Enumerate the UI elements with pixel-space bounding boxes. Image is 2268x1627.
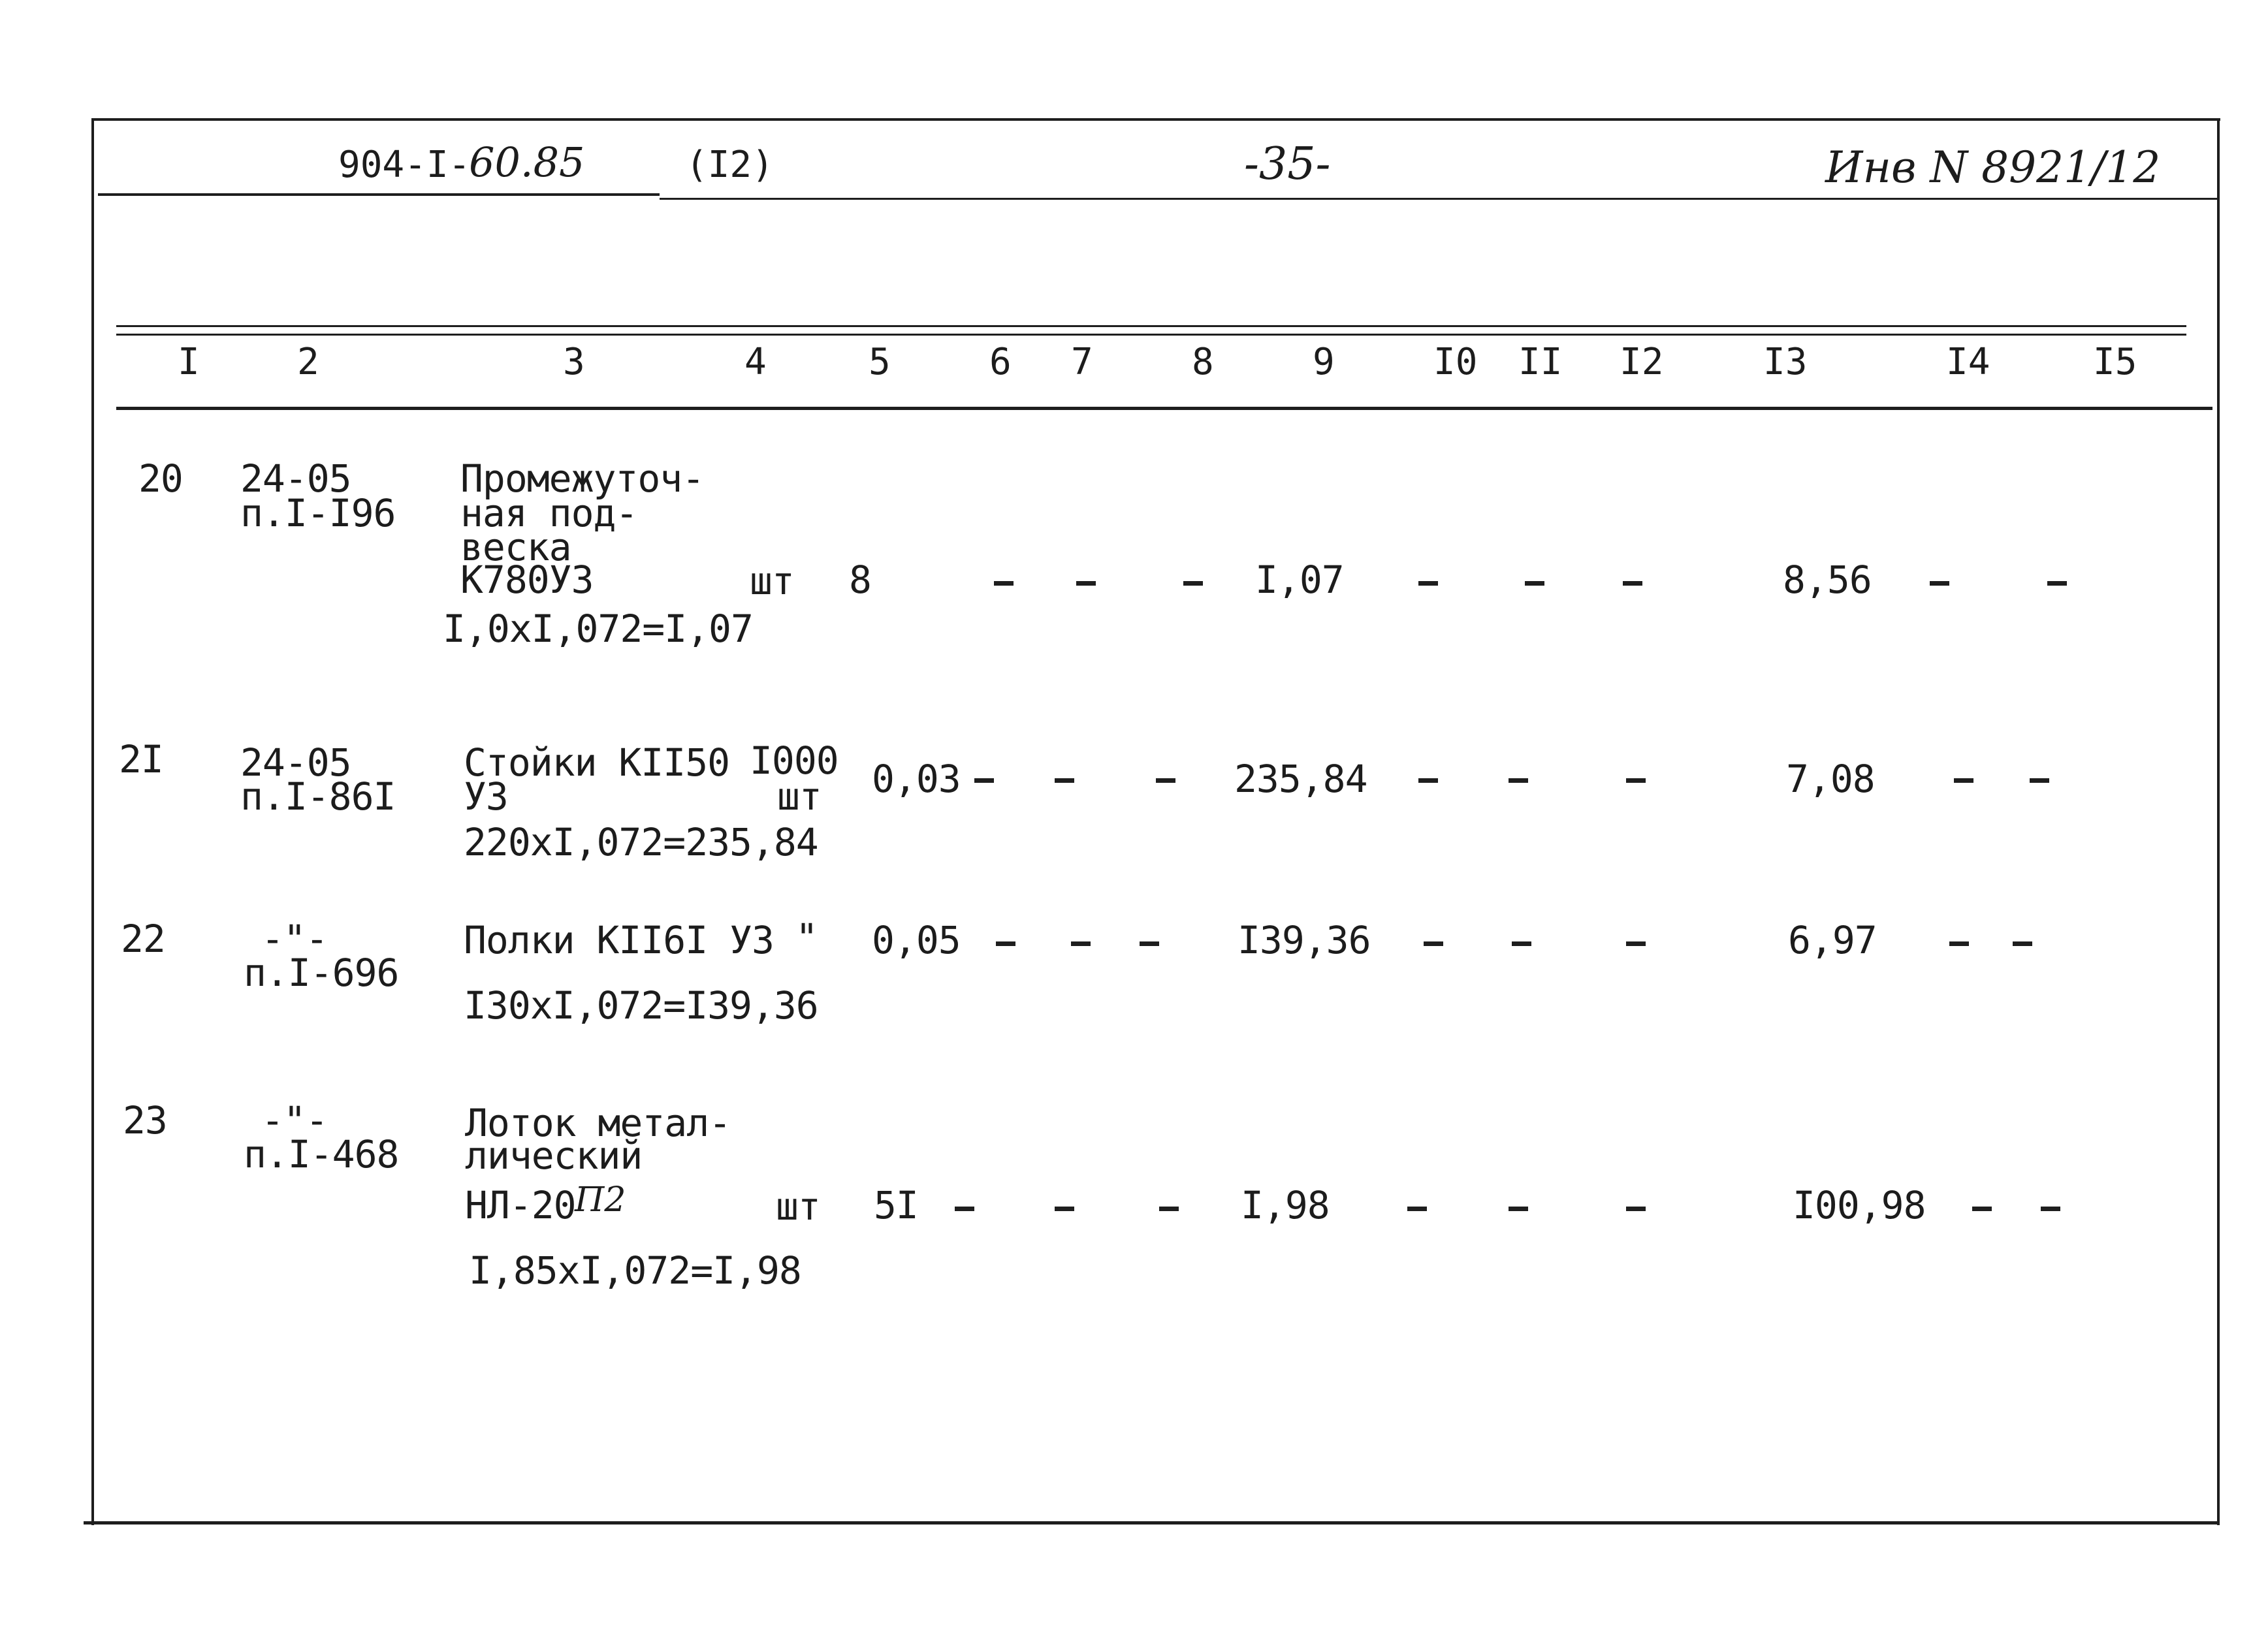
row-number: 23: [123, 1098, 167, 1143]
col-10: I0: [1433, 341, 1478, 383]
dash-col15: [2013, 941, 2032, 946]
row-unit: шт: [777, 774, 822, 819]
row-qty: 0,05: [872, 918, 961, 962]
col-2: 2: [297, 341, 319, 383]
row-code: п.I-696: [244, 951, 399, 995]
row-unit: I000: [750, 738, 839, 783]
row-col9: I,98: [1241, 1183, 1330, 1227]
dash-col15: [2041, 1207, 2060, 1211]
col-12: I2: [1620, 341, 1664, 383]
dash-col8: [1156, 778, 1175, 783]
row-code: -"-: [261, 917, 328, 961]
dash-col14: [1972, 1207, 1992, 1211]
row-number: 20: [138, 456, 183, 501]
dash-col10: [1418, 581, 1438, 586]
doc-code-handwritten: 60.85: [469, 138, 585, 186]
frame-bottom-line: [84, 1521, 2219, 1524]
row-col13: 7,08: [1786, 757, 1875, 801]
col-14: I4: [1946, 341, 1990, 383]
row-unit: шт: [776, 1184, 820, 1229]
row-unit: ": [795, 915, 818, 960]
frame-left-line: [91, 118, 94, 1525]
dash-col6: [955, 1207, 974, 1211]
row-name: К780У3: [460, 558, 594, 602]
page-number: -35-: [1244, 138, 1331, 190]
dash-col12: [1626, 1207, 1646, 1211]
dash-col14: [1954, 778, 1973, 783]
row-code: п.I-86I: [240, 774, 396, 819]
dash-col12: [1626, 941, 1646, 946]
row-name: У3: [464, 774, 508, 819]
dash-col14: [1930, 581, 1949, 586]
row-formula: I,85xI,072=I,98: [469, 1248, 801, 1293]
row-formula: 220xI,072=235,84: [464, 820, 818, 864]
dash-col10: [1424, 941, 1443, 946]
dash-col14: [1949, 941, 1969, 946]
row-code: п.I-I96: [240, 491, 396, 535]
dash-col8: [1140, 941, 1159, 946]
col-8: 8: [1192, 341, 1214, 383]
col-13: I3: [1763, 341, 1808, 383]
column-header-bottom-line: [116, 407, 2212, 410]
dash-col7: [1076, 581, 1096, 586]
row-name-handwritten: П2: [575, 1180, 626, 1220]
row-number: 2I: [119, 737, 163, 782]
row-unit: шт: [750, 559, 794, 603]
dash-col15: [2047, 581, 2067, 586]
row-name: веска: [460, 525, 571, 569]
dash-col7: [1055, 778, 1074, 783]
row-col9: I,07: [1255, 558, 1344, 602]
row-name: Лоток метал-: [465, 1101, 731, 1145]
dash-col7: [1071, 941, 1091, 946]
dash-col10: [1407, 1207, 1427, 1211]
header-underline-right: [660, 198, 2217, 200]
dash-col12: [1626, 778, 1646, 783]
col-9: 9: [1313, 341, 1335, 383]
row-name: лический: [465, 1133, 643, 1178]
dash-col7: [1055, 1207, 1074, 1211]
dash-col10: [1418, 778, 1438, 783]
col-4: 4: [744, 341, 767, 383]
row-number: 22: [121, 917, 165, 961]
dash-col6: [994, 581, 1014, 586]
frame-right-line: [2217, 118, 2220, 1525]
col-7: 7: [1071, 341, 1093, 383]
row-code: 24-05: [240, 456, 351, 501]
column-header-double-line-2: [116, 334, 2186, 336]
row-qty: 8: [849, 558, 871, 602]
row-formula: I30xI,072=I39,36: [464, 983, 818, 1028]
dash-col11: [1509, 778, 1528, 783]
row-col9: I39,36: [1238, 918, 1371, 962]
dash-col8: [1159, 1207, 1179, 1211]
dash-col8: [1183, 581, 1203, 586]
dash-col11: [1525, 581, 1544, 586]
col-6: 6: [989, 341, 1012, 383]
row-col13: 6,97: [1788, 918, 1877, 962]
dash-col6: [996, 941, 1015, 946]
dash-col6: [974, 778, 994, 783]
doc-code: 904-I-: [338, 144, 471, 186]
dash-col11: [1512, 941, 1531, 946]
col-5: 5: [869, 341, 891, 383]
row-col9: 235,84: [1234, 757, 1367, 801]
col-15: I5: [2093, 341, 2137, 383]
row-code: -"-: [261, 1098, 328, 1143]
row-name: Стойки КII50: [464, 740, 730, 785]
column-header-double-line: [116, 325, 2186, 327]
header-underline-left: [98, 193, 660, 196]
section-number: (I2): [686, 144, 774, 186]
row-name: НЛ-20: [465, 1183, 576, 1227]
row-qty: 5I: [874, 1183, 918, 1227]
row-name: Полки КII6I У3: [464, 918, 774, 962]
row-code: 24-05: [240, 740, 351, 785]
dash-col12: [1623, 581, 1642, 586]
row-col13: I00,98: [1793, 1183, 1926, 1227]
row-code: п.I-468: [244, 1132, 399, 1177]
col-1: I: [178, 341, 200, 383]
row-name: ная под-: [460, 491, 638, 535]
inventory-number: Инв N 8921/12: [1825, 142, 2161, 193]
row-formula: I,0xI,072=I,07: [443, 607, 753, 651]
col-11: II: [1518, 341, 1563, 383]
col-3: 3: [563, 341, 585, 383]
dash-col15: [2030, 778, 2049, 783]
row-qty: 0,03: [872, 757, 961, 801]
dash-col11: [1509, 1207, 1528, 1211]
row-name: Промежуточ-: [460, 456, 705, 501]
frame-top-line: [91, 118, 2220, 121]
row-col13: 8,56: [1783, 558, 1872, 602]
